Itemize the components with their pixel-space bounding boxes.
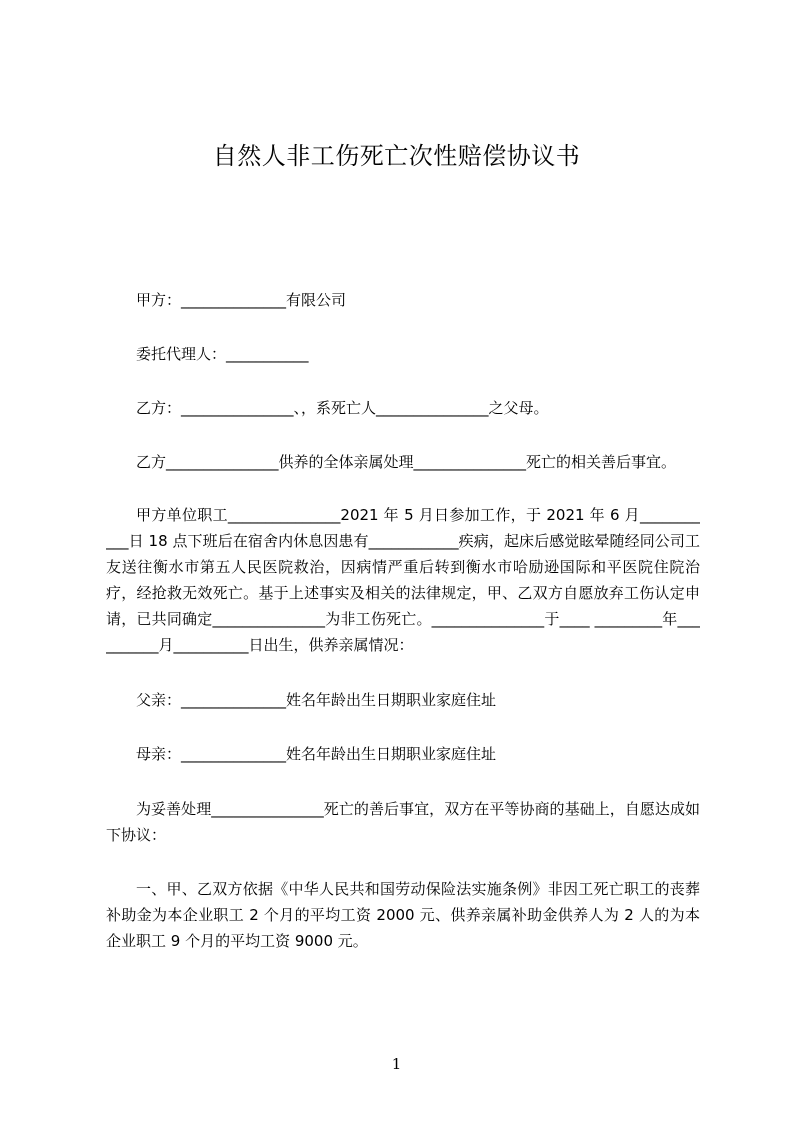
- party-a-line: 甲方：______________有限公司: [136, 291, 347, 309]
- agent-line: 委托代理人：___________: [136, 345, 309, 363]
- mother-line: 母亲：______________姓名年龄出生日期职业家庭住址: [136, 745, 497, 763]
- party-b-scope-line: 乙方_______________供养的全体亲属处理_______________死亡的相关善后事宜。: [136, 453, 677, 471]
- party-b-line: 乙方：_______________、，系死亡人_______________之父母。: [136, 399, 549, 417]
- clause-one-paragraph: 一、甲、乙双方依据《中华人民共和国劳动保险法实施条例》非因工死亡职工的丧葬补助金为本企业职工 2 个月的平均工资 2000 元、供养亲属补助金供养人为 2 人的为本企业职工 9 个月的平均工资 9000 元。: [106, 880, 700, 950]
- document-title: 自然人非工伤死亡次性赔偿协议书: [212, 142, 581, 170]
- purpose-paragraph: 为妥善处理_______________死亡的善后事宜，双方在平等协商的基础上，自愿达成如下协议：: [106, 800, 700, 844]
- page-number: 1: [391, 1055, 402, 1073]
- father-line: 父亲：______________姓名年龄出生日期职业家庭住址: [136, 691, 497, 709]
- facts-paragraph: 甲方单位职工_______________2021 年 5 月日参加工作，于 2021 年 6 月________ ___日 18 点下班后在宿舍内休息因患有____________疾病，起床后感觉眩晕随经同公司工友送往衡水市第五人民医院救治，因病情严重后转到衡水市哈励逊国际和平医院住院治疗，经抢救无效死亡。基于上述事实及相关的法律规定，甲、乙双方自愿放弃工伤认定申请，已共同确定_______________为非工伤死亡。_______________于____ _________年__________月__________日出生，供养亲属情况：: [106, 506, 700, 654]
